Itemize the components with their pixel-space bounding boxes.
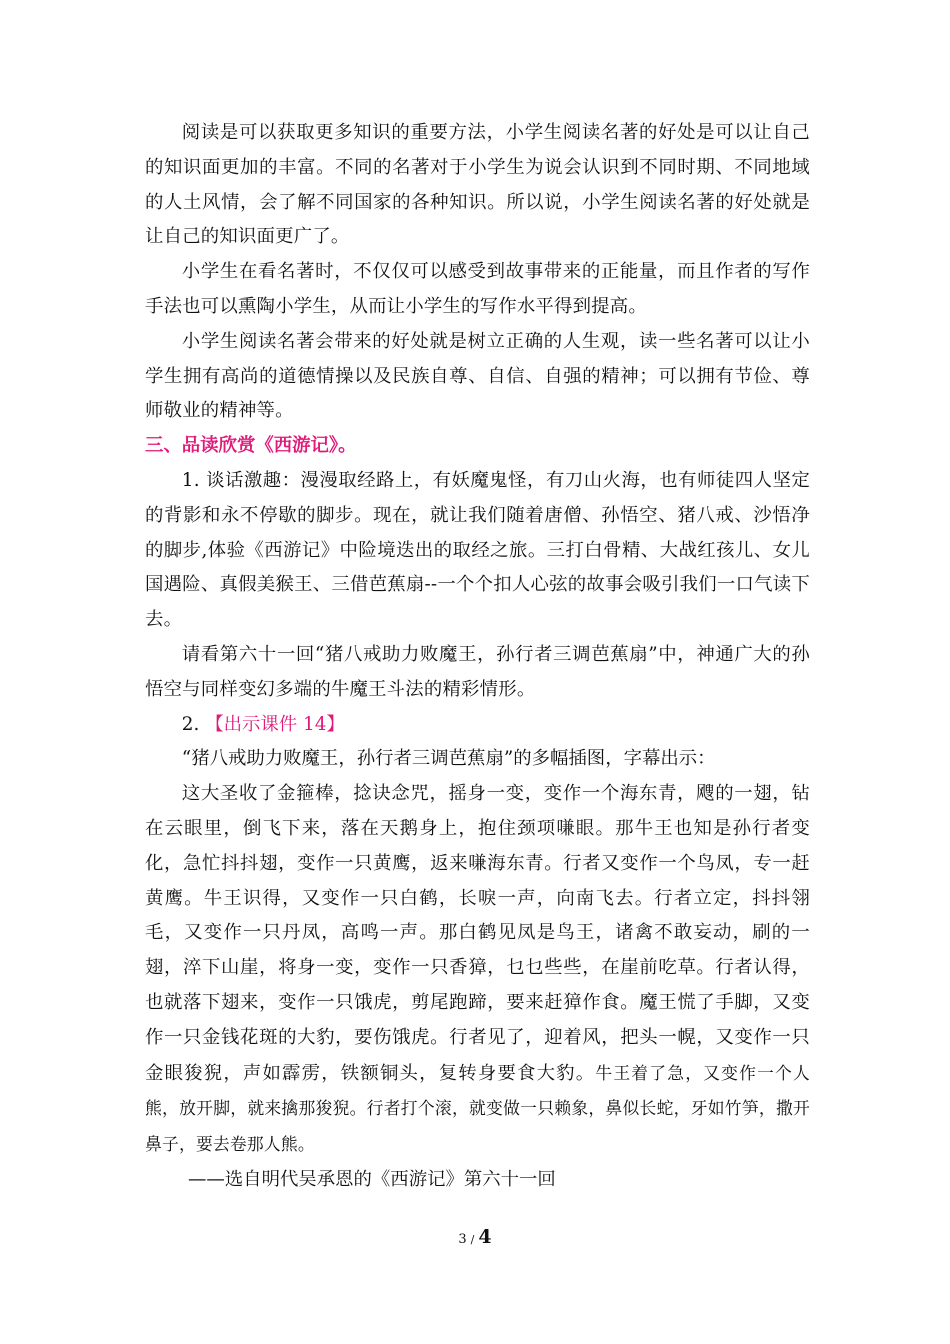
current-page: 3 bbox=[458, 1232, 467, 1247]
courseware-label: 【出示课件 14】 bbox=[205, 713, 345, 735]
total-pages: 4 bbox=[478, 1226, 492, 1248]
excerpt-main: 这大圣收了金箍棒，捻诀念咒，摇身一变，变作一个海东青，飕的一翅，钻在云眼里，倒飞下来，落在天鹅身上，抱住颈项嗛眼。那牛王也知是孙行者变化，急忙抖抖翅，变作一只黄鹰，返来嗛海东青。行者又变作一个鸟凤，专一赶黄鹰。牛王识得，又变作一只白鹤，长唳一声，向南飞去。行者立定，抖抖翎毛，又变作一只丹凤，高鸣一声。那白鹤见凤是鸟王，诸禽不敢妄动，刷的一翅，淬下山崖，将身一变，变作一只香獐，乜乜些些，在崖前吃草。行者认得，也就落下翅来，变作一只饿虎，剪尾跑蹄，要来赶獐作食。魔王慌了手脚，又变作一只金钱花斑的大豹，要伤饿虎。行者见了，迎着风，把头一幌，又变作一只金眼狻猊，声如霹雳，铁额铜头，复转身要食大豹。 bbox=[145, 783, 810, 1084]
section-heading: 三、品读欣赏《西游记》。 bbox=[145, 435, 357, 457]
page-number bbox=[0, 1226, 950, 1248]
excerpt-small: 牛王着了急，又变作一个人熊，放开脚，就来擒那狻猊。行者打个滚，就变做一只赖象，鼻似长蛇，牙如竹笋，撒开鼻子，要去卷那人熊。 bbox=[145, 1062, 810, 1155]
paragraph-worldview: 小学生阅读名著会带来的好处就是树立正确的人生观，读一些名著可以让小学生拥有高尚的道德情操以及民族自尊、自信、自强的精神；可以拥有节俭、尊师敬业的精神等。 bbox=[145, 330, 810, 422]
item-1-followup: 请看第六十一回“猪八戒助力败魔王，孙行者三调芭蕉扇”中，神通广大的孙悟空与同样变幻多端的牛魔王斗法的精彩情形。 bbox=[145, 643, 810, 700]
paragraph-reading-benefits: 阅读是可以获取更多知识的重要方法，小学生阅读名著的好处是可以让自己的知识面更加的丰富。不同的名著对于小学生为说会认识到不同时期、不同地域的人土风情，会了解不同国家的各种知识。所以说，小学生阅读名著的好处就是让自己的知识面更广了。 bbox=[145, 122, 810, 248]
page-content bbox=[145, 116, 810, 1198]
excerpt-paragraph bbox=[145, 777, 810, 1163]
page-separator: / bbox=[470, 1233, 475, 1246]
item-2-number: 2. bbox=[181, 713, 200, 735]
item-2-line bbox=[145, 708, 810, 743]
excerpt-source: ——选自明代吴承恩的《西游记》第六十一回 bbox=[188, 1168, 556, 1190]
illustration-caption: “猪八戒助力败魔王，孙行者三调芭蕉扇”的多幅插图，字幕出示： bbox=[181, 748, 716, 770]
item-1-intro: 1. 谈话激趣：漫漫取经路上，有妖魔鬼怪，有刀山火海，也有师徒四人坚定的背影和永不停歇的脚步。现在，就让我们随着唐僧、孙悟空、猪八戒、沙悟净的脚步,体验《西游记》中险境迭出的取经之旅。三打白骨精、大战红孩儿、女儿国遇险、真假美猴王、三借芭蕉扇--一个个扣人心弦的故事会吸引我们一口气读下去。 bbox=[145, 469, 810, 631]
paragraph-writing-skills: 小学生在看名著时，不仅仅可以感受到故事带来的正能量，而且作者的写作手法也可以熏陶小学生，从而让小学生的写作水平得到提高。 bbox=[145, 261, 810, 317]
